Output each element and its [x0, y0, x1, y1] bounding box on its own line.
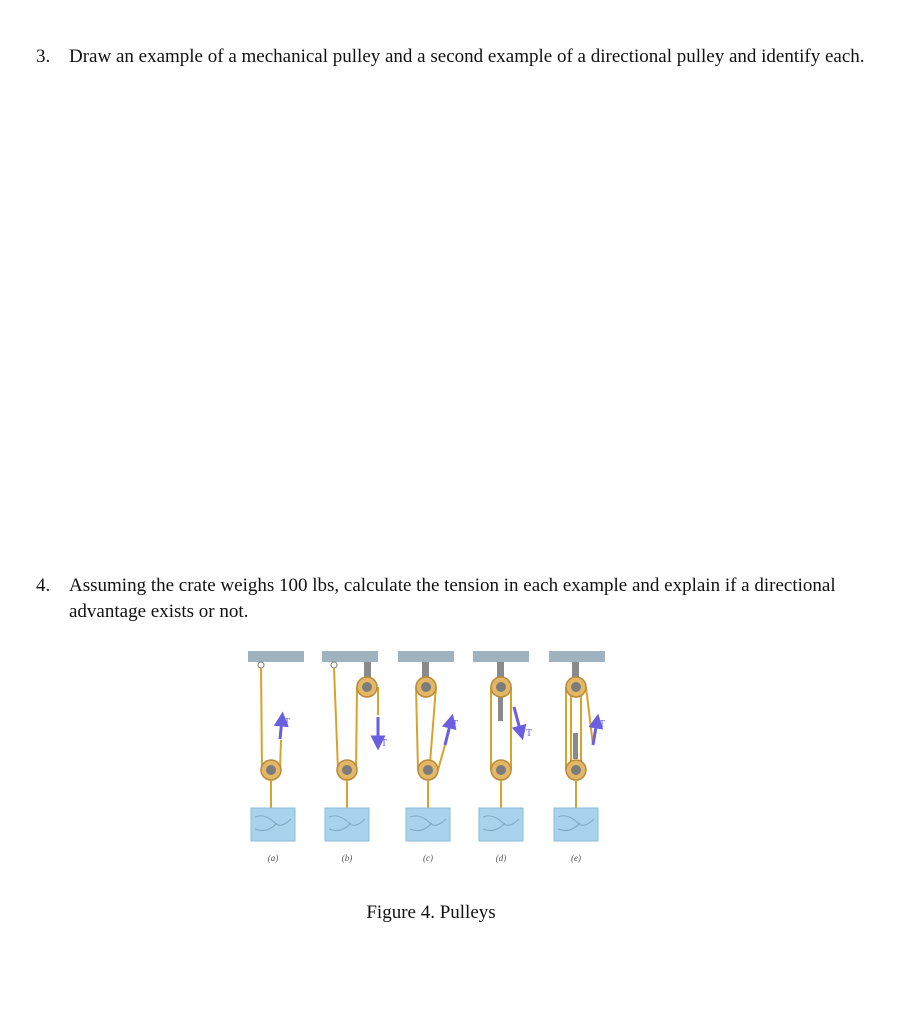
crate-a — [251, 808, 295, 841]
ceiling-b — [322, 651, 378, 662]
tension-label-e: T — [599, 719, 606, 730]
rope-b-2 — [356, 687, 357, 770]
ceiling-e — [549, 651, 605, 662]
pulley-figure — [238, 645, 610, 875]
tension-arrow-e — [593, 721, 597, 745]
anchor-a — [258, 662, 264, 668]
rope-e-4 — [586, 687, 593, 745]
panel-c — [398, 651, 454, 841]
rope-c-2 — [430, 687, 436, 763]
ceiling-a — [248, 651, 304, 662]
tension-label-b: T — [381, 738, 388, 749]
crate-d — [479, 808, 523, 841]
tension-arrow-c — [445, 721, 451, 745]
crate-b — [325, 808, 369, 841]
pulley-hub-a — [266, 765, 276, 775]
panel-label-c: (c) — [423, 853, 433, 863]
question-4-number: 4. — [36, 575, 51, 596]
panel-e — [549, 651, 605, 841]
question-4-text: Assuming the crate weighs 100 lbs, calculate the tension in each example and explain if a directional advantage exists or not. — [69, 575, 836, 622]
tension-arrow-a — [280, 719, 282, 739]
fixed-pulley-hub-b — [362, 682, 372, 692]
panel-label-a: (a) — [267, 853, 279, 863]
rope-a-left — [261, 668, 262, 770]
rope-b-1 — [334, 668, 338, 770]
fixed-pulley-hub-c — [421, 682, 431, 692]
movable-pulley-hub-d — [496, 765, 506, 775]
ceiling-d — [473, 651, 529, 662]
panel-b — [322, 651, 378, 841]
figure-caption: Figure 4. Pulleys — [366, 902, 496, 923]
ceiling-c — [398, 651, 454, 662]
movable-pulley-hub-b — [342, 765, 352, 775]
panel-d — [473, 651, 529, 841]
tension-label-a: T — [284, 717, 291, 728]
question-3-text: Draw an example of a mechanical pulley and a second example of a directional pulley and identify each. — [69, 46, 865, 67]
movable-pulley-hub-e — [571, 765, 581, 775]
panel-label-e: (e) — [571, 853, 581, 863]
tension-label-d: T — [526, 728, 533, 739]
panel-label-b: (b) — [341, 853, 353, 863]
anchor-b — [331, 662, 337, 668]
rope-c-1 — [416, 687, 418, 770]
question-3-number: 3. — [36, 46, 51, 67]
movable-pulley-hub-c — [423, 765, 433, 775]
crate-c — [406, 808, 450, 841]
fixed-pulley-hub-e — [571, 682, 581, 692]
panel-a — [248, 651, 304, 841]
bracket-e-lower — [573, 733, 578, 759]
tension-label-c: T — [452, 719, 459, 730]
crate-e — [554, 808, 598, 841]
panel-label-d: (d) — [495, 853, 507, 863]
tension-arrow-d — [514, 707, 521, 733]
rope-c-3 — [438, 745, 445, 770]
fixed-pulley-hub-d — [496, 682, 506, 692]
bracket-d-lower — [498, 697, 503, 721]
